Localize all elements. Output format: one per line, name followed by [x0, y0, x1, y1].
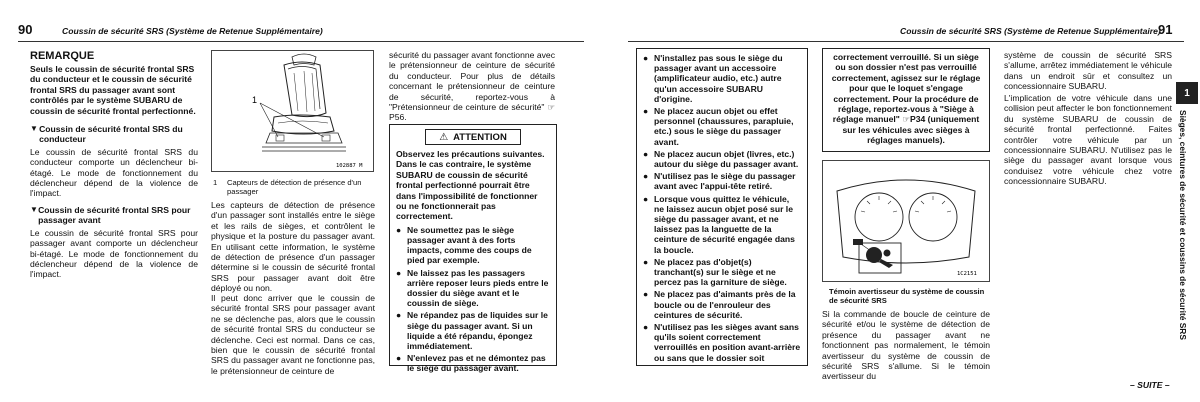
chapter-tab: 1 — [1176, 82, 1198, 104]
right-col3-paragraph-2: L'implication de votre véhicule dans une collision peut affecter le bon fonctionnement du système SUBARU de coussin de sécurité frontal perfectionné. Faites contrôler votre véhicule par un concessionnaire SUBARU. N'utilisez pas le siège du passager avant lorsque vous conduisez votre véhicule chez votre concessionnaire SUBARU. — [1004, 93, 1172, 187]
triangle-down-icon: ▼ — [30, 204, 38, 214]
seat-figure-caption — [213, 178, 378, 196]
bullet-dot-icon: ● — [643, 106, 649, 117]
bullet-dot-icon: ● — [643, 289, 649, 300]
bullet-dot-icon: ● — [643, 53, 649, 63]
driver-section-body: Le coussin de sécurité frontal SRS du conducteur comporte un déclencheur bi-étagé. Le mode de fonctionnement du déclencheur dépend de la violence de l'impact. — [30, 146, 198, 199]
list-item: ● Lorsque vous quittez le véhicule, ne laissez aucun objet posé sur le siège du passager avant, et ne laissez pas la languette de la ceinture de sécurité engagée dans la boucle. — [643, 193, 795, 255]
bullet-dot-icon: ● — [643, 148, 649, 159]
remark-title: REMARQUE — [30, 50, 95, 62]
driver-section-heading-text: Coussin de sécurité frontal SRS du conducteur — [39, 124, 183, 145]
list-item: ● Ne laissez pas les passagers arrière reposer leurs pieds entre le dossier du siège avant et le coussin de siège. — [396, 267, 549, 309]
right-col2-paragraph: Si la commande de boucle de ceinture de sécurité et/ou le système de détection de présence du passager avant ne fonctionnent pas normalement, le témoin avertisseur du système de coussin de sécurité SRS s'allume. Si le témoin avertisseur du — [822, 309, 990, 382]
attention-box-tail — [822, 48, 990, 152]
seat-illustration — [212, 51, 373, 171]
remark-body: Seuls le coussin de sécurité frontal SRS du conducteur et le coussin de sécurité frontal SRS du passager avant sont contrôlés par le système SUBARU de coussin de sécurité frontal perfectionné. — [30, 64, 196, 116]
side-tab-label: Sièges, ceintures de sécurité et coussins de sécurité SRS — [1178, 110, 1188, 340]
list-item: ● N'utilisez pas les sièges avant sans qu'ils soient correctement verrouillés en position avant-arrière ou sans que le dossier soit — [643, 322, 801, 363]
list-item: ● Ne placez aucun objet ou effet personnel (chaussures, parapluie, etc.) sous le siège du passager avant. — [643, 106, 794, 147]
col2-paragraph-1: Les capteurs de détection de présence d'un passager sont installés entre le siège et les rails de sièges, et contrôlent le physique et la posture du passager avant. En utilisant cette information, le système de détection de présence d'un passager détermine si le coussin de sécurité frontal SRS pour passager avant doit être déployé ou non. — [211, 200, 375, 294]
warning-triangle-icon: ⚠ — [439, 131, 449, 143]
bullet-dot-icon: ● — [396, 267, 402, 278]
bullet-dot-icon: ● — [396, 310, 402, 321]
warning-light-figure — [822, 160, 990, 282]
right-page-number: 91 — [1158, 22, 1173, 37]
seat-figure — [211, 50, 374, 172]
bullet-dot-icon: ● — [643, 256, 649, 267]
attention-box-continued — [636, 48, 808, 366]
figure-code: 1C2151 — [957, 271, 977, 277]
list-item: ● Ne répandez pas de liquides sur le siège du passager avant. Si un liquide a été répandu, épongez immédiatement. — [396, 310, 548, 352]
figure-code: 102887 M — [336, 163, 363, 169]
attention-badge — [425, 129, 521, 145]
list-item: ● N'utilisez pas le siège du passager avant avec l'appui-tête retiré. — [643, 171, 796, 192]
col2-paragraph-2: Il peut donc arriver que le coussin de sécurité frontal SRS pour passager avant ne se déclenche pas, alors que le coussin de sécurité frontal SRS du conducteur se déclenche. Ceci est normal. Dans ce cas, bien que le coussin de sécurité frontal SRS du passager avant ne fonctionne pas, le prétensionneur de ceinture de — [211, 293, 375, 376]
col3-paragraph-1: sécurité du passager avant fonctionne avec le prétensionneur de ceinture de sécurité du conducteur. Pour plus de détails concernant le prétensionneur de ceinture de sécurité, reportez-vous à "Prétensionneur de ceinture de sécurité" ☞P56. — [389, 50, 555, 123]
list-item: ● N'installez pas sous le siège du passager avant un accessoire (amplificateur audio, etc.) autre qu'un accessoire SUBARU d'origine. — [643, 53, 783, 104]
passenger-section-body: Le coussin de sécurité frontal SRS pour passager avant comporte un déclencheur bi-étagé. Le mode de fonctionnement du déclencheur dépend de la violence de l'impact. — [30, 227, 198, 280]
passenger-section-heading — [30, 205, 198, 226]
instrument-cluster-illustration — [823, 161, 989, 281]
continued-label: – SUITE – — [1130, 380, 1170, 390]
right-col3-paragraph-1: système de coussin de sécurité SRS s'allume, arrêtez immédiatement le véhicule dans un endroit sûr et consultez un concessionnaire SUBARU. — [1004, 50, 1172, 92]
left-header-rule — [18, 41, 584, 42]
bullet-dot-icon: ● — [396, 224, 402, 235]
caption-text: Capteurs de détection de présence d'un passager — [227, 178, 362, 196]
right-header-rule — [628, 41, 1184, 42]
figure-callout: 1 — [252, 95, 258, 105]
attention-label: ATTENTION — [453, 131, 507, 143]
list-item: ● Ne placez aucun objet (livres, etc.) autour du siège du passager avant. — [643, 148, 799, 170]
list-item: ● Ne placez pas d'objet(s) tranchant(s) sur le siège et ne percez pas la garniture de siège. — [643, 256, 787, 288]
passenger-section-heading-text: Coussin de sécurité frontal SRS pour passager avant — [38, 204, 191, 226]
bullet-dot-icon: ● — [643, 322, 649, 333]
attention-box-tail-text: correctement verrouillé. Si un siège ou son dossier n'est pas verrouillé correctement, agissez sur le réglage pour que le loquet s'engage correctement. Pour la procédure de réglage, reportez-vous à "Siège à réglage manuel" ☞P34 (uniquement sur les véhicules avec sièges à réglages manuels). — [831, 52, 981, 146]
triangle-down-icon: ▼ — [30, 124, 38, 134]
bullet-dot-icon: ● — [396, 353, 402, 364]
list-item: ● Ne soumettez pas le siège passager avant à des forts impacts, comme des coups de pied par exemple. — [396, 224, 532, 266]
bullet-dot-icon: ● — [643, 193, 649, 204]
attention-intro: Observez les précautions suivantes. Dans le cas contraire, le système SUBARU de coussin de sécurité frontal perfectionné pourrait être dans l'impossibilité de fonctionner ou ne fonctionnerait pas correctement. — [396, 149, 545, 222]
left-running-head: Coussin de sécurité SRS (Système de Retenue Supplémentaire) — [62, 26, 323, 36]
driver-section-heading — [30, 124, 198, 145]
caption-number: 1 — [213, 178, 218, 187]
right-running-head: Coussin de sécurité SRS (Système de Retenue Supplémentaire) — [900, 26, 1161, 36]
attention-box — [389, 124, 557, 374]
left-column-1 — [30, 50, 198, 280]
left-page-number: 90 — [18, 22, 33, 37]
warning-light-caption: Témoin avertisseur du système de coussin de sécurité SRS — [829, 287, 985, 305]
bullet-dot-icon: ● — [643, 171, 649, 182]
list-item: ● N'enlevez pas et ne démontez pas le siège du passager avant. — [396, 353, 546, 374]
list-item: ● Ne placez pas d'aimants près de la boucle ou de l'enrouleur des ceintures de sécurité. — [643, 289, 796, 320]
